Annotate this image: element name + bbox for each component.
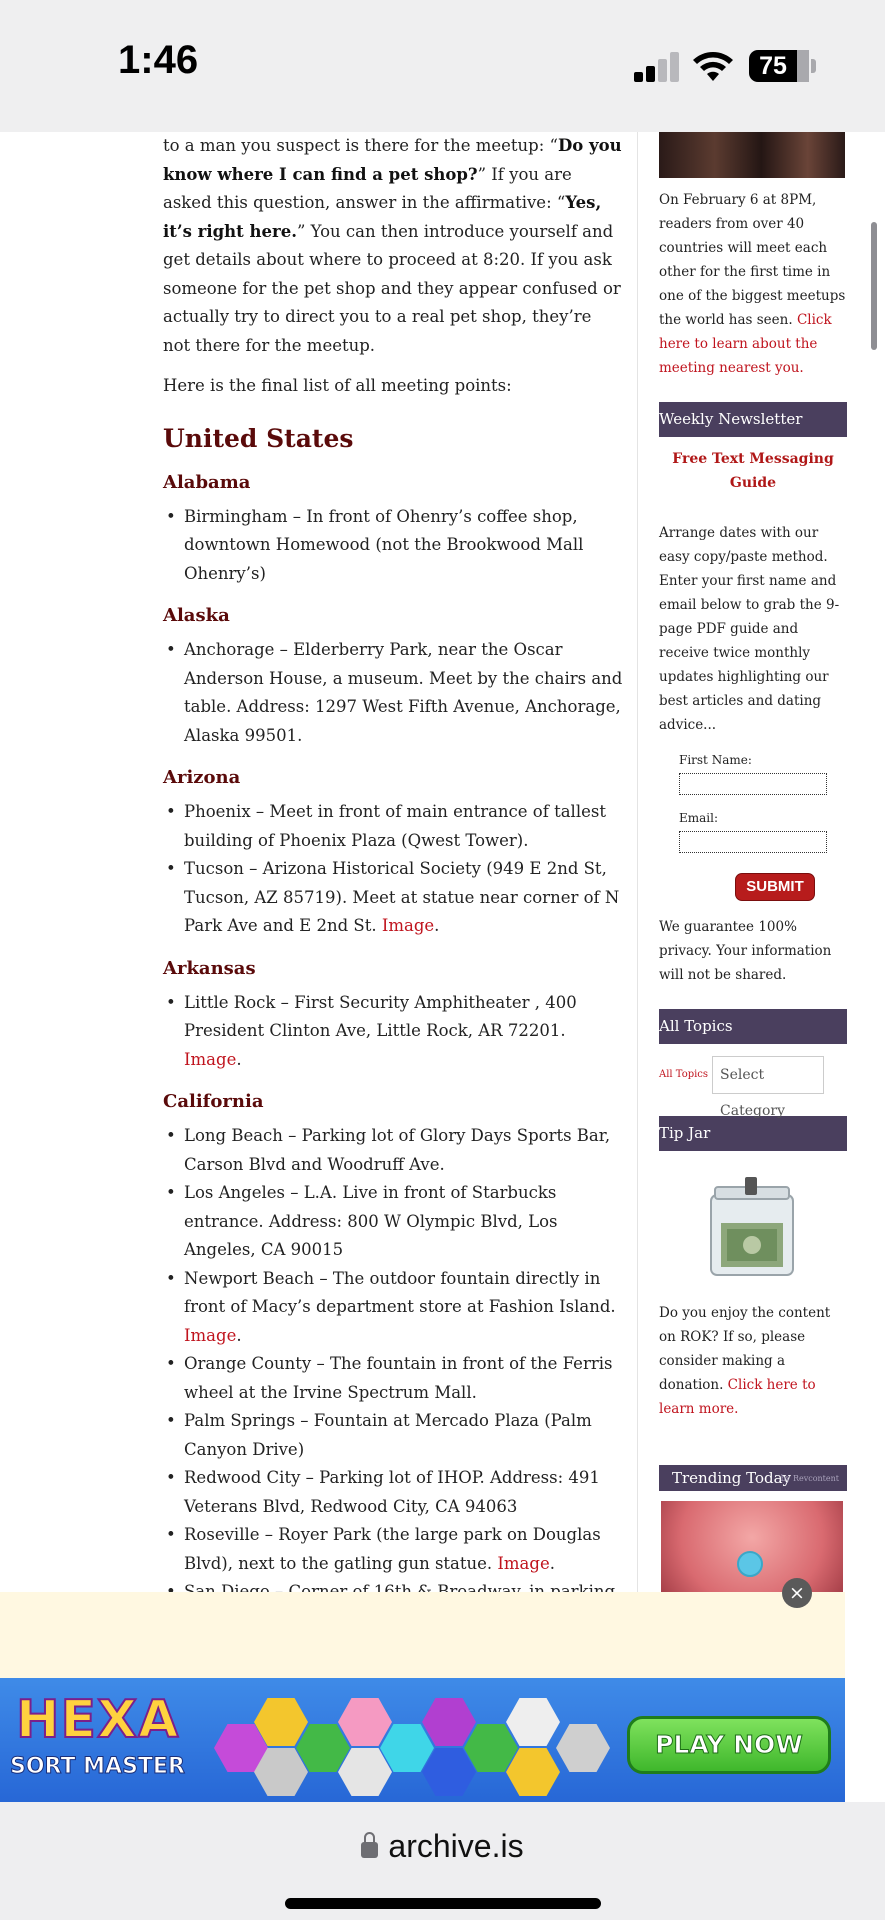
url-text[interactable]: archive.is [388, 1828, 524, 1864]
location-list [163, 989, 623, 1075]
ad-banner[interactable] [0, 1678, 845, 1802]
list-item [163, 798, 623, 855]
pill-graphic [737, 1551, 763, 1577]
state-heading: Alabama [163, 471, 251, 493]
ad-background [0, 1592, 845, 1678]
list-item [163, 636, 623, 750]
meetup-photo[interactable] [659, 132, 845, 178]
close-ad-icon[interactable]: × [782, 1578, 812, 1608]
promo-link[interactable]: Click here to learn about the meeting nearest you. [659, 312, 832, 376]
period: . [236, 1325, 242, 1345]
list-item [163, 1407, 623, 1464]
tip-jar-icon[interactable] [705, 1175, 799, 1279]
category-select[interactable]: Select Category [712, 1056, 824, 1094]
first-name-input[interactable] [679, 773, 827, 795]
first-name-label: First Name: [679, 753, 752, 767]
article-body [163, 132, 623, 1592]
newsletter-title: Weekly Newsletter [659, 402, 847, 437]
home-indicator[interactable] [285, 1898, 601, 1909]
image-link[interactable]: Image [184, 1325, 237, 1345]
hex-tile [380, 1724, 434, 1772]
location-text: Roseville – Royer Park (the large park on Douglas Blvd), next to the gatling gun statue. [184, 1525, 601, 1573]
hex-tile [338, 1748, 392, 1796]
email-input[interactable] [679, 831, 827, 853]
state-heading: Alaska [163, 605, 230, 626]
play-now-button[interactable]: PLAY NOW [627, 1716, 831, 1774]
ad-subtitle: SORT MASTER [10, 1754, 185, 1779]
hex-tile [422, 1748, 476, 1796]
clock: 1:46 [118, 38, 199, 82]
hex-tile [556, 1724, 610, 1772]
final-list-intro: Here is the final list of all meeting points: [163, 376, 512, 395]
list-item [163, 1122, 623, 1179]
promo-block [659, 188, 847, 380]
ad-title: HEXA [16, 1690, 180, 1750]
location-text: Long Beach – Parking lot of Glory Days Sports Bar, Carson Blvd and Woodruff Ave. [184, 1126, 611, 1174]
intro-bold-answer: Yes, it’s right here. [163, 193, 602, 241]
trending-title-text: Trending Today [672, 1469, 792, 1487]
intro-text-2: ” If you are asked this question, answer in the affirmative: “ [163, 164, 572, 212]
topics-label: All Topics [659, 1069, 709, 1080]
period: . [236, 1049, 242, 1069]
state-heading: Arizona [163, 767, 241, 788]
battery-icon [749, 50, 809, 82]
hex-tile [422, 1698, 476, 1746]
status-bar [0, 0, 885, 132]
cellular-signal-icon [634, 52, 680, 82]
lock-icon [361, 1842, 378, 1858]
list-item [163, 1179, 623, 1265]
intro-bold-question: Do you know where I can find a pet shop? [163, 136, 622, 184]
list-item [163, 855, 623, 941]
battery-tip [811, 59, 816, 73]
list-item [163, 503, 623, 589]
hex-tile [506, 1698, 560, 1746]
location-list [163, 503, 623, 589]
topics-row [659, 1056, 847, 1119]
sidebar [637, 132, 847, 1592]
period: . [434, 916, 440, 935]
battery-level: 75 [759, 52, 787, 80]
location-text: Phoenix – Meet in front of main entrance of tallest building of Phoenix Plaza (Qwest Tower). [184, 802, 606, 850]
list-item [163, 989, 623, 1075]
hex-tile [296, 1724, 350, 1772]
location-text: Anchorage – Elderberry Park, near the Oscar Anderson House, a museum. Meet by the chairs and table. Address: 1297 West Fifth Avenue, Anchorage, Alaska 99501. [184, 640, 623, 745]
list-item [163, 1521, 623, 1578]
location-text: Orange County – The fountain in front of the Ferris wheel at the Irvine Spectrum Mall. [184, 1354, 613, 1402]
location-list [163, 798, 623, 941]
image-link[interactable]: Image [497, 1553, 550, 1573]
intro-text-3: ” You can then introduce yourself and get details about where to proceed at 8:20. If you ask someone for the pet shop and they appear confused or actually try to direct you to a real pet shop, they’re not there for the meetup. [163, 221, 621, 355]
period: . [549, 1553, 555, 1573]
states-list [163, 469, 623, 1778]
hex-tile [464, 1724, 518, 1772]
list-item [163, 1464, 623, 1521]
tip-text: Do you enjoy the content on ROK? If so, please consider making a donation. [659, 1305, 831, 1393]
state-heading: California [163, 1091, 264, 1112]
email-label: Email: [679, 811, 719, 825]
intro-paragraph [163, 132, 623, 360]
hex-tile [506, 1748, 560, 1796]
scrollbar[interactable] [871, 222, 877, 350]
list-item [163, 1350, 623, 1407]
wifi-icon [691, 50, 735, 82]
location-text: Los Angeles – L.A. Live in front of Starbucks entrance. Address: 800 W Olympic Blvd, Los Angeles, CA 90015 [184, 1183, 558, 1259]
privacy-text: We guarantee 100% privacy. Your information will not be shared. [659, 919, 832, 983]
location-text: Newport Beach – The outdoor fountain directly in front of Macy’s department store at Fashion Island. [184, 1268, 616, 1316]
location-text: Redwood City – Parking lot of IHOP. Address: 491 Veterans Blvd, Redwood City, CA 94063 [184, 1468, 600, 1516]
trending-title [659, 1465, 847, 1491]
topics-title: All Topics [659, 1009, 847, 1044]
promo-text: On February 6 at 8PM, readers from over 40 countries will meet each other for the first time in one of the biggest meetups the world has seen. [659, 192, 846, 328]
browser-bottom-bar [0, 1802, 885, 1920]
newsletter-heading: Free Text Messaging Guide [672, 451, 834, 491]
submit-button[interactable]: SUBMIT [735, 873, 815, 901]
location-list [163, 636, 623, 750]
trending-by: by Revcontent [780, 1474, 839, 1483]
address-bar[interactable] [0, 1828, 885, 1865]
image-link[interactable]: Image [184, 1049, 237, 1069]
newsletter-text: Arrange dates with our easy copy/paste method. Enter your first name and email below to grab the 9-page PDF guide and receive twice monthly updates highlighting our best articles and dating advice... [659, 525, 840, 733]
state-heading: Arkansas [163, 957, 256, 979]
location-text: Birmingham – In front of Ohenry’s coffee shop, downtown Homewood (not the Brookwood Mall Ohenry’s) [184, 506, 584, 583]
list-item [163, 1265, 623, 1351]
location-text: Little Rock – First Security Amphitheater , 400 President Clinton Ave, Little Rock, AR 72201. [184, 992, 577, 1040]
hex-tile [338, 1698, 392, 1746]
tip-link[interactable]: Click here to learn more. [659, 1377, 816, 1417]
tip-block [659, 1301, 847, 1421]
intro-text-1: to a man you suspect is there for the meetup: “ [163, 136, 558, 155]
location-text: Palm Springs – Fountain at Mercado Plaza (Palm Canyon Drive) [184, 1411, 592, 1459]
country-heading: United States [163, 423, 354, 453]
location-text: Tucson – Arizona Historical Society (949 E 2nd St, Tucson, AZ 85719). Meet at statue near corner of N Park Ave and E 2nd St. [184, 859, 620, 935]
image-link[interactable]: Image [381, 916, 435, 935]
tip-jar-title: Tip Jar [659, 1116, 847, 1151]
